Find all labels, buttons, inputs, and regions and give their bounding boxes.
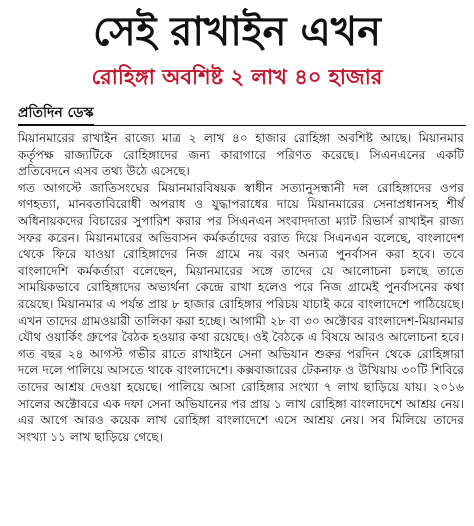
subheadline: রোহিঙ্গা অবশিষ্ট ২ লাখ ৪০ হাজার bbox=[91, 65, 383, 89]
article-body bbox=[18, 130, 464, 445]
byline-divider bbox=[18, 125, 466, 126]
article-paragraph: গত আগস্টে জাতিসংঘের মিয়ানমারবিষয়ক স্বাধীন সত্যানুসন্ধানী দল রোহিঙ্গাদের ওপর গণহত্যা, মানবতাবিরোধী অপরাধ ও যুদ্ধাপরাধের দায়ে মিয়ানমারের সেনাপ্রধানসহ শীর্ষ অধিনায়কদের বিচারের সুপারিশ করার পর সিএনএন সংবাদদাতা ম্যাট রিভার্স রাখাইন রাজ্য সফর করেন। মিয়ানমারের অভিবাসন কর্মকর্তাদের বরাত দিয়ে সিএনএন বলেছে, বাংলাদেশ থেকে ফিরে যাওয়া রোহিঙ্গাদের নিজ গ্রামে নয় বরং অন্যত্র পুনর্বাসন করা হবে। তবে বাংলাদেশি কর্মকর্তারা বলেছেন, মিয়ানমারের সঙ্গে তাদের যে আলোচনা চলছে তাতে সাময়িকভাবে রোহিঙ্গাদের অভ্যর্থনা কেন্দ্রে রাখা হলেও পরে নিজ গ্রামেই পুনর্বাসনের কথা রয়েছে। মিয়ানমার এ পর্যন্ত প্রায় ৮ হাজার রোহিঙ্গার পরিচয় যাচাই করে বাংলাদেশে পাঠিয়েছে। এখন তাদের গ্রামওয়ারী তালিকা করা হচ্ছে। আগামী ২৮ বা ৩০ অক্টোবর বাংলাদেশ-মিয়ানমার যৌথ ওয়ার্কিং গ্রুপের বৈঠক হওয়ার কথা রয়েছে। ওই বৈঠকে এ বিষয়ে আরও আলোচনা হবে। গত বছর ২৪ আগস্ট গভীর রাতে রাখাইনে সেনা অভিযান শুরুর পরদিন থেকে রোহিঙ্গারা দলে দলে পালিয়ে আসতে থাকে বাংলাদেশে। কক্সবাজারের টেকনাফ ও উখিয়ায় ৩০টি শিবিরে তাদের আশ্রয় দেওয়া হয়েছে। পালিয়ে আসা রোহিঙ্গার সংখ্যা ৭ লাখ ছাড়িয়ে যায়। ২০১৬ সালের অক্টোবরে এক দফা সেনা অভিযানের পর প্রায় ১ লাখ রোহিঙ্গা বাংলাদেশে আশ্রয় নেয়। এর আগে আরও কয়েক লাখ রোহিঙ্গা বাংলাদেশে এসে আশ্রয় নেয়। সব মিলিয়ে তাদের সংখ্যা ১১ লাখ ছাড়িয়ে গেছে। bbox=[18, 180, 464, 444]
newspaper-clipping bbox=[0, 4, 474, 526]
byline: প্রতিদিন ডেস্ক bbox=[18, 104, 94, 125]
article-paragraph: মিয়ানমারের রাখাইন রাজ্যে মাত্র ২ লাখ ৪০ হাজার রোহিঙ্গা অবশিষ্ট আছে। মিয়ানমার কর্তৃপক্ষ রাজ্যটিকে রোহিঙ্গাদের জন্য কারাগারে পরিণত করেছে। সিএনএনের একটি প্রতিবেদনে এসব তথ্য উঠে এসেছে। bbox=[18, 131, 464, 179]
headline: সেই রাখাইন এখন bbox=[92, 9, 382, 55]
